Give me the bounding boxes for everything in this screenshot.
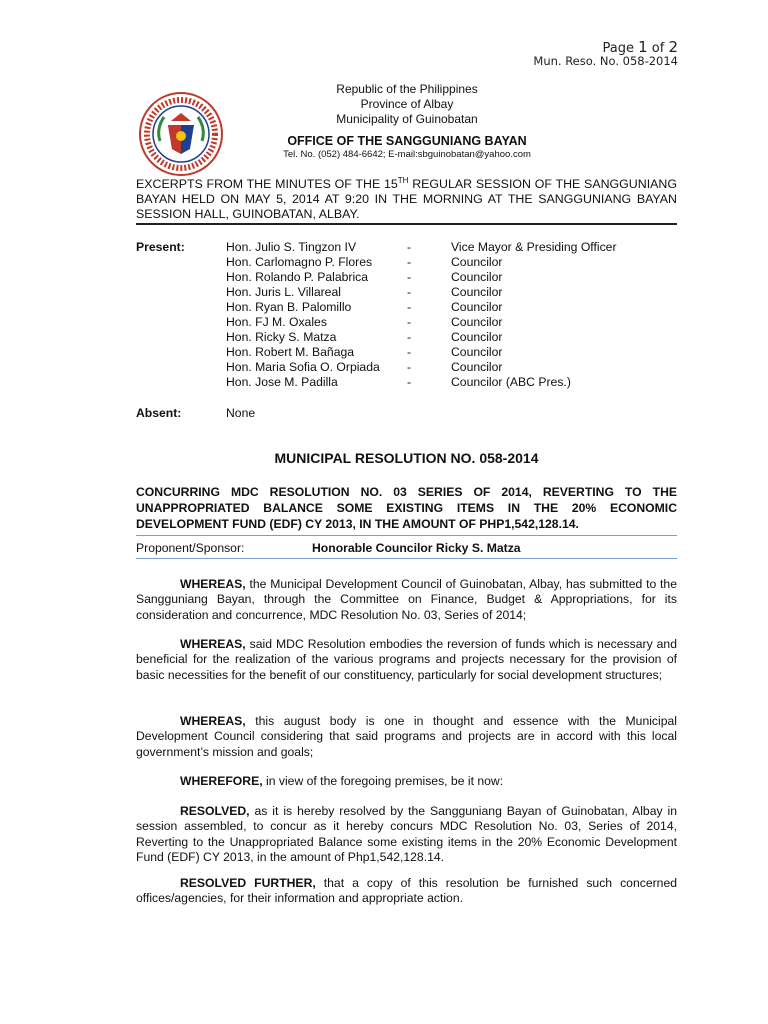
- sponsor-label: Proponent/Sponsor:: [136, 541, 245, 555]
- attendee-position: Councilor (ABC Pres.): [451, 375, 571, 389]
- attendee-dash: -: [407, 300, 412, 314]
- paragraph-lead: WHEREAS,: [180, 577, 246, 591]
- absent-value: None: [226, 406, 256, 420]
- attendee-position: Councilor: [451, 255, 503, 269]
- minutes-excerpt: [136, 177, 677, 222]
- attendee-name: Hon. Juris L. Villareal: [226, 285, 341, 299]
- excerpt-text-b: REGULAR SESSION OF THE SANGGUNIANG BAYAN HELD ON MAY 5, 2014 AT 9:20 IN THE MORNING AT THE SANGGUNIANG BAYAN SESSION HALL, GUINOBATAN, ALBAY.: [136, 177, 677, 221]
- sponsor-rule-bottom: [136, 558, 677, 559]
- attendee-name: Hon. FJ M. Oxales: [226, 315, 327, 329]
- attendee-position: Councilor: [451, 330, 503, 344]
- header-municipality: Municipality of Guinobatan: [336, 112, 478, 126]
- attendee-position: Vice Mayor & Presiding Officer: [451, 240, 617, 254]
- attendee-dash: -: [407, 375, 412, 389]
- resolved-paragraph: [136, 804, 677, 865]
- paragraph-text: in view of the foregoing premises, be it now:: [262, 774, 504, 788]
- attendee-dash: -: [407, 330, 412, 344]
- attendee-position: Councilor: [451, 315, 503, 329]
- absent-label: Absent:: [136, 406, 182, 420]
- resolution-reference: Mun. Reso. No. 058-2014: [533, 54, 678, 68]
- whereas-paragraph-3: [136, 714, 677, 760]
- excerpt-ordinal-suffix: TH: [397, 175, 409, 185]
- attendee-position: Councilor: [451, 270, 503, 284]
- attendee-name: Hon. Carlomagno P. Flores: [226, 255, 373, 269]
- attendee-name: Hon. Robert M. Bañaga: [226, 345, 355, 359]
- resolution-title: MUNICIPAL RESOLUTION NO. 058-2014: [274, 450, 539, 466]
- header-contact: Tel. No. (052) 484-6642; E-mail:sbguinobatan@yahoo.com: [283, 149, 531, 160]
- attendee-dash: -: [407, 240, 412, 254]
- attendee-position: Councilor: [451, 360, 503, 374]
- attendee-position: Councilor: [451, 285, 503, 299]
- wherefore-paragraph: [136, 774, 677, 789]
- municipal-seal-icon: [138, 91, 224, 177]
- attendee-name: Hon. Ricky S. Matza: [226, 330, 337, 344]
- paragraph-lead: WHEREFORE,: [180, 774, 263, 788]
- attendee-name: Hon. Jose M. Padilla: [226, 375, 338, 389]
- paragraph-text: said MDC Resolution embodies the reversion of funds which is necessary and beneficial for the realization of the various programs and projects necessary for the provision of basic necessities for the benefit of our constituency, particularly for social development structures;: [136, 637, 677, 682]
- attendee-dash: -: [407, 285, 412, 299]
- attendee-dash: -: [407, 345, 412, 359]
- sponsor-rule-top: [136, 535, 677, 536]
- attendee-dash: -: [407, 360, 412, 374]
- paragraph-text: the Municipal Development Council of Guinobatan, Albay, has submitted to the Sangguniang Bayan, through the Committee on Finance, Budget & Appropriations, for its consideration and concurrence, MDC Resolution No. 03, Series of 2014;: [136, 577, 677, 622]
- paragraph-lead: RESOLVED,: [180, 804, 250, 818]
- excerpt-text-a: EXCERPTS FROM THE MINUTES OF THE 15: [136, 177, 398, 191]
- attendee-name: Hon. Rolando P. Palabrica: [226, 270, 369, 284]
- attendee-dash: -: [407, 315, 412, 329]
- resolution-subject: CONCURRING MDC RESOLUTION NO. 03 SERIES OF 2014, REVERTING TO THE UNAPPROPRIATED BALANCE SOME EXISTING ITEMS IN THE 20% ECONOMIC DEVELOPMENT FUND (EDF) CY 2013, IN THE AMOUNT OF PHP1,542,128.14.: [136, 485, 677, 531]
- attendee-position: Councilor: [451, 345, 503, 359]
- page-current: 1: [638, 38, 648, 56]
- header-divider: [136, 223, 677, 225]
- paragraph-text: as it is hereby resolved by the Sangguniang Bayan of Guinobatan, Albay in session assembled, to concur as it hereby concurs MDC Resolution No. 03, Series of 2014, Reverting to the Unappropriated Balance some existing items in the 20% Economic Development Fund (EDF) CY 2013, in the amount of Php1,542,128.14.: [136, 804, 677, 864]
- present-label: Present:: [136, 240, 185, 254]
- paragraph-text: this august body is one in thought and essence with the Municipal Development Council considering that said programs and projects are in accord with this local government’s mission and goals;: [136, 714, 677, 759]
- whereas-paragraph-1: [136, 577, 677, 623]
- letterhead: [230, 82, 584, 161]
- page-label: Page: [602, 41, 634, 56]
- attendee-name: Hon. Ryan B. Palomillo: [226, 300, 352, 314]
- resolved-further-paragraph: [136, 876, 677, 907]
- paragraph-lead: WHEREAS,: [180, 637, 246, 651]
- paragraph-lead: RESOLVED FURTHER,: [180, 876, 316, 890]
- header-republic: Republic of the Philippines: [336, 82, 478, 96]
- header-office: OFFICE OF THE SANGGUNIANG BAYAN: [287, 134, 527, 148]
- paragraph-lead: WHEREAS,: [180, 714, 246, 728]
- attendee-name: Hon. Maria Sofia O. Orpiada: [226, 360, 380, 374]
- whereas-paragraph-2: [136, 637, 677, 683]
- attendee-dash: -: [407, 270, 412, 284]
- attendee-position: Councilor: [451, 300, 503, 314]
- header-province: Province of Albay: [360, 97, 454, 111]
- sponsor-name: Honorable Councilor Ricky S. Matza: [312, 541, 521, 555]
- attendee-name: Hon. Julio S. Tingzon IV: [226, 240, 357, 254]
- page-total: 2: [668, 38, 678, 56]
- page-of: of: [651, 41, 665, 56]
- paragraph-text: that a copy of this resolution be furnished such concerned offices/agencies, for their information and appropriate action.: [136, 876, 677, 906]
- attendee-dash: -: [407, 255, 412, 269]
